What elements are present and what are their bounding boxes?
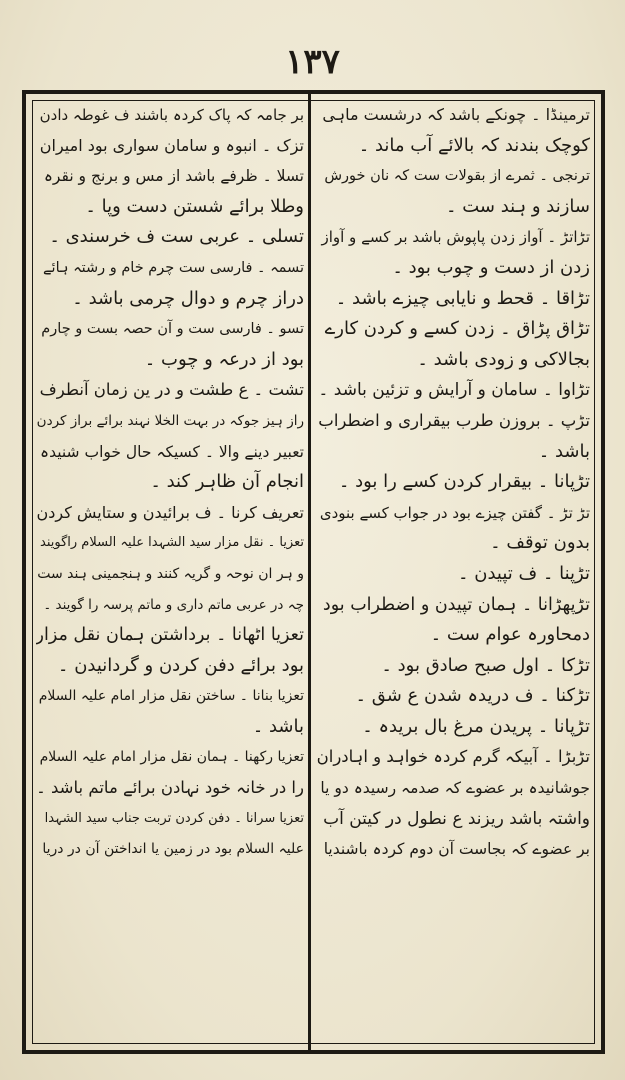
dictionary-line: تشت ۔ ع طشت و در ین زمان آنطرف xyxy=(39,380,304,400)
dictionary-line: تڑپنا ۔ ف تپیدن ۔ xyxy=(457,562,590,584)
dictionary-line: راز ہیز جوکہ در بہت الخلا نہند برائے براز کردن xyxy=(36,412,304,429)
dictionary-line: بود برائے دفن کردن و گردانیدن ۔ xyxy=(57,654,304,676)
dictionary-line: دراز چرم و دوال چرمی باشد ۔ xyxy=(72,287,304,309)
dictionary-line: دمحاورہ عوام ست ۔ xyxy=(430,624,590,646)
dictionary-line: تڑاق پڑاق ۔ زدن کسے و کردن کارے xyxy=(324,318,590,340)
dictionary-line: تڑ تڑ ۔ گفتن چیزے بود در جواب کسے بنودی xyxy=(319,503,590,522)
dictionary-line: زدن از دست و چوب بود ۔ xyxy=(392,256,590,278)
dictionary-line: تزک ۔ انبوہ و سامان سواری بود امیران xyxy=(39,135,304,155)
dictionary-line: تڑپانا ۔ بیقرار کردن کسے را بود ۔ xyxy=(338,471,590,493)
dictionary-line: تڑکا ۔ اول صبح صادق بود ۔ xyxy=(381,654,590,676)
dictionary-line: ترمینڈا ۔ چونکے باشد کہ درشست ماہی xyxy=(322,105,590,124)
dictionary-line: را در خانہ خود نہادن برائے ماتم باشد ۔ xyxy=(36,778,304,798)
dictionary-line: تعزیا اٹھانا ۔ برداشتن ہمان نقل مزار xyxy=(36,625,304,646)
dictionary-line: ترنجی ۔ ثمرے از بقولات ست کہ نان خورش xyxy=(324,168,590,185)
right-column xyxy=(316,100,590,1048)
dictionary-line: واشتہ باشد ریزند ع نطول در کیتن آب xyxy=(323,808,590,829)
dictionary-line: جوشانیدہ بر عضوے کہ صدمہ رسیدہ دو یا xyxy=(320,779,590,798)
column-divider xyxy=(308,92,311,1052)
dictionary-line: تعزیا ۔ نقل مزار سید الشہدا علیہ السلام راگویند xyxy=(40,535,304,551)
dictionary-line: تڑکنا ۔ ف دریدہ شدن ع شق ۔ xyxy=(355,685,590,707)
dictionary-line: تڑبڑا ۔ آبیکہ گرم کردہ خواہد و اہادران xyxy=(316,747,590,767)
dictionary-line: تسو ۔ فارسی ست و آن حصہ بست و چارم xyxy=(41,321,304,338)
dictionary-line: کوچک بندند کہ بالائے آب ماند ۔ xyxy=(358,134,590,156)
dictionary-line: تعریف کرنا ۔ ف برائیدن و ستایش کردن xyxy=(36,502,304,522)
dictionary-line: وطلا برائے شستن دست وپا ۔ xyxy=(85,195,304,217)
dictionary-line: سازند و ہند ست ۔ xyxy=(445,195,590,217)
dictionary-line: تڑپھڑانا ۔ ہمان تپیدن و اضطراب بود xyxy=(322,594,590,615)
dictionary-line: علیہ السلام بود در زمین یا انداختن آن در دریا xyxy=(42,841,304,858)
dictionary-line: تعزیا رکھنا ۔ ہمان نقل مزار امام علیہ السلام xyxy=(39,749,304,766)
dictionary-line: بود از درعہ و چوب ۔ xyxy=(144,348,304,370)
dictionary-line: تسلا ۔ ظرفے باشد از مس و برنج و نقرہ xyxy=(43,167,304,186)
dictionary-line: تسمہ ۔ فارسی ست چرم خام و رشتہ ہائے xyxy=(43,259,304,276)
dictionary-line: باشد ۔ xyxy=(252,715,304,737)
dictionary-line: بر جامہ کہ پاک کردہ باشند ف غوطہ دادن xyxy=(39,106,304,124)
dictionary-line: تڑپ ۔ بروزن طرب بیقراری و اضطراب xyxy=(318,410,590,430)
dictionary-line: تڑاتڑ ۔ آواز زدن پاپوش باشد بر کسے و آواز xyxy=(321,228,590,247)
dictionary-line: تعزیا بنانا ۔ ساختن نقل مزار امام علیہ السلام xyxy=(38,688,304,705)
dictionary-line: چہ در عربی ماتم داری و ماتم پرسہ را گویند ۔ xyxy=(43,596,304,613)
dictionary-line: بر عضوے کہ بجاست آن دوم کردہ باشندیا xyxy=(323,840,590,859)
page-number: ۱۳۷ xyxy=(285,42,340,82)
dictionary-line: تعزیا سرانا ۔ دفن کردن تربت جناب سید الشہدا xyxy=(44,810,304,826)
dictionary-line: تسلی ۔ عربی ست ف خرسندی ۔ xyxy=(49,226,304,248)
dictionary-line: تڑاوا ۔ سامان و آرایش و تزئین باشد ۔ xyxy=(318,380,590,401)
dictionary-line: و ہر ان نوحہ و گریہ کنند و ہنجمینی ہند ست xyxy=(37,565,304,582)
dictionary-line: انجام آن ظاہر کند ۔ xyxy=(150,471,304,493)
dictionary-line: بدون توقف ۔ xyxy=(490,532,590,554)
dictionary-line: بجالاکی و زودی باشد ۔ xyxy=(417,348,590,370)
left-column xyxy=(36,100,304,1048)
dictionary-line: باشد ۔ xyxy=(538,440,590,462)
dictionary-line: تڑاقا ۔ قحط و نایابی چیزے باشد ۔ xyxy=(335,287,590,309)
dictionary-line: تڑپانا ۔ پریدن مرغ بال بریدہ ۔ xyxy=(362,715,590,737)
dictionary-line: تعبیر دینے والا ۔ کسیکہ حال خواب شنیدہ xyxy=(39,442,304,461)
